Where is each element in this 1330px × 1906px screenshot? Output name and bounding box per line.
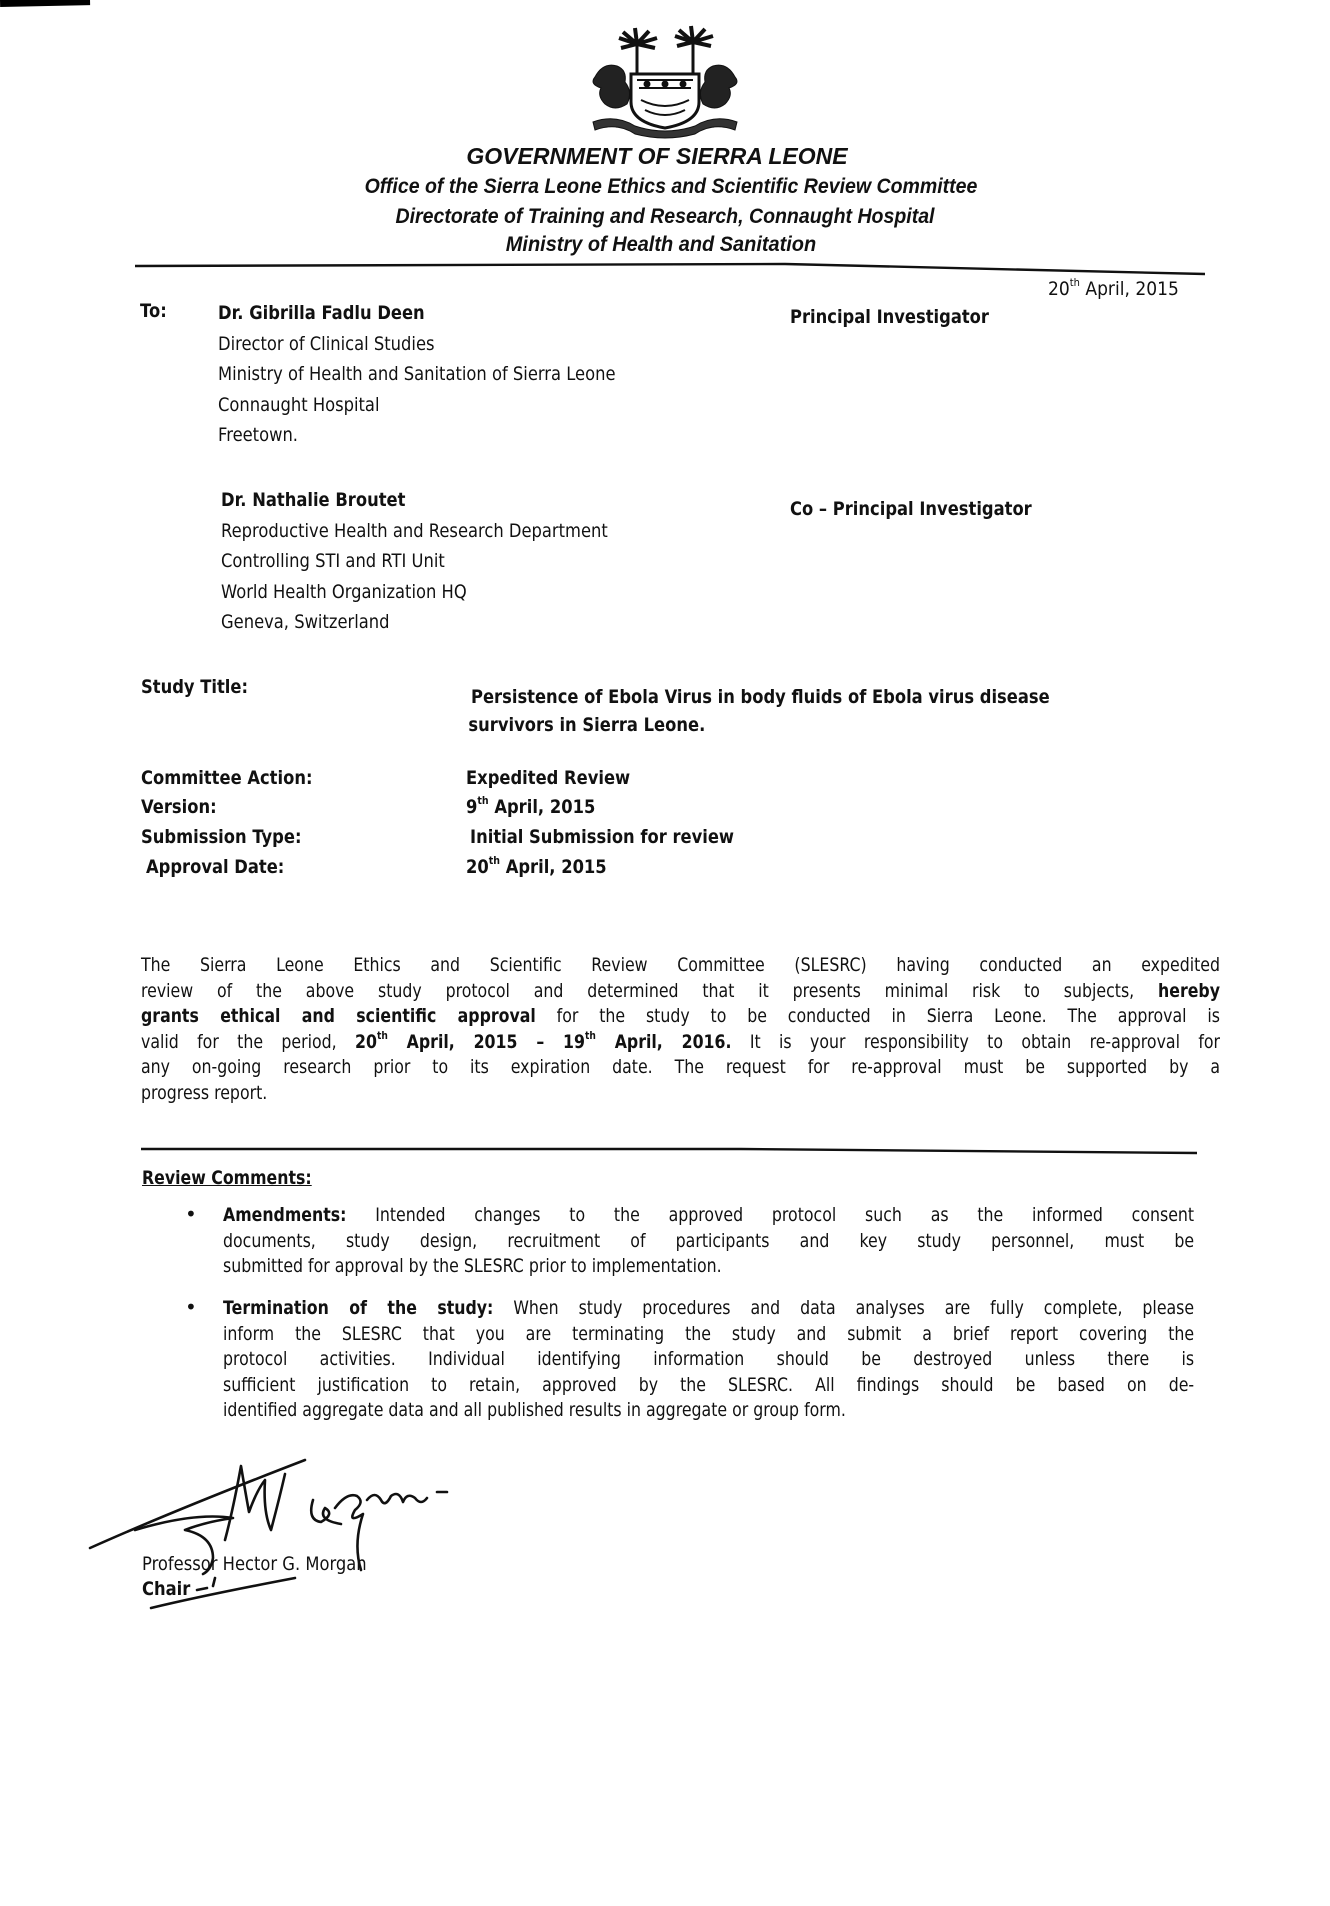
review-item-line: identified aggregate data and all published results in aggregate or group form.	[223, 1399, 846, 1422]
section-divider	[141, 1146, 1197, 1156]
recipient-role: Principal Investigator	[790, 306, 989, 328]
review-comments-title: Review Comments:	[142, 1167, 312, 1189]
approval-date-label: Approval Date:	[146, 856, 285, 878]
version-value: 9th April, 2015	[466, 794, 596, 818]
paragraph-line: valid for the period, 20th April, 2015 – 19th April, 2016. It is your responsibility to obtain re-approval for	[141, 1028, 1220, 1053]
address-line: Connaught Hospital	[218, 393, 380, 416]
recipient-2	[221, 485, 608, 638]
address-line: Reproductive Health and Research Department	[221, 519, 608, 542]
submission-type-value: Initial Submission for review	[470, 826, 735, 848]
approval-date-value: 20th April, 2015	[466, 854, 607, 878]
letterhead-ministry: Ministry of Health and Sanitation	[505, 233, 817, 256]
coat-of-arms-icon	[575, 22, 755, 140]
study-title-line: Persistence of Ebola Virus in body fluids of Ebola virus disease	[471, 686, 1050, 708]
paragraph-line: grants ethical and scientific approval for the study to be conducted in Sierra Leone. The approval is	[141, 1005, 1220, 1028]
version-label: Version:	[141, 796, 217, 818]
review-item-line: protocol activities. Individual identifying information should be destroyed unless there is	[223, 1348, 1195, 1371]
review-item-line: Amendments: Intended changes to the approved protocol such as the informed consent	[223, 1204, 1195, 1226]
letterhead-divider	[135, 262, 1205, 276]
address-line: Controlling STI and RTI Unit	[221, 550, 445, 572]
approval-paragraph	[141, 953, 1220, 1107]
review-item-amendments	[223, 1203, 1194, 1280]
to-label: To:	[140, 300, 167, 322]
address-line: Director of Clinical Studies	[218, 332, 435, 355]
recipient-role: Co – Principal Investigator	[790, 498, 1032, 520]
letterhead-directorate: Directorate of Training and Research, Connaught Hospital	[395, 205, 935, 228]
paragraph-line: review of the above study protocol and determined that it presents minimal risk to subjects, hereby	[141, 979, 1220, 1002]
address-line: Freetown.	[218, 424, 298, 446]
study-title	[468, 683, 1050, 739]
bullet-icon: •	[185, 1295, 197, 1319]
address-line: Geneva, Switzerland	[221, 611, 390, 633]
study-title-line: survivors in Sierra Leone.	[468, 714, 706, 736]
review-item-line: sufficient justification to retain, approved by the SLESRC. All findings should be based on de-	[223, 1373, 1195, 1396]
paragraph-line: The Sierra Leone Ethics and Scientific Review Committee (SLESRC) having conducted an expedited	[141, 954, 1220, 976]
review-item-line: documents, study design, recruitment of participants and key study personnel, must be	[223, 1229, 1195, 1252]
letter-date: 20th April, 2015	[1048, 276, 1179, 300]
submission-type-label: Submission Type:	[141, 826, 302, 848]
committee-action-value: Expedited Review	[466, 767, 631, 789]
study-title-label: Study Title:	[141, 676, 249, 698]
paragraph-line: progress report.	[141, 1081, 268, 1104]
signatory-title: Chair	[142, 1578, 191, 1600]
review-item-line: submitted for approval by the SLESRC prior to implementation.	[223, 1255, 722, 1278]
committee-action-label: Committee Action:	[141, 767, 313, 789]
review-item-line: Termination of the study: When study procedures and data analyses are fully complete, please	[223, 1297, 1195, 1319]
recipient-1	[218, 298, 616, 451]
address-line: Ministry of Health and Sanitation of Sierra Leone	[218, 363, 616, 385]
letterhead-office: Office of the Sierra Leone Ethics and Scientific Review Committee	[364, 175, 978, 198]
review-item-termination	[223, 1296, 1194, 1424]
review-item-line: inform the SLESRC that you are terminating the study and submit a brief report covering the	[223, 1322, 1195, 1345]
scan-edge-mark	[0, 0, 90, 7]
recipient-name: Dr. Gibrilla Fadlu Deen	[218, 302, 425, 324]
paragraph-line: any on-going research prior to its expiration date. The request for re-approval must be supported by a	[141, 1056, 1220, 1079]
recipient-name: Dr. Nathalie Broutet	[221, 489, 406, 511]
bullet-icon: •	[185, 1202, 197, 1226]
address-line: World Health Organization HQ	[221, 580, 467, 603]
signatory-name: Professor Hector G. Morgan	[142, 1553, 367, 1575]
letterhead-government: GOVERNMENT OF SIERRA LEONE	[466, 143, 848, 169]
